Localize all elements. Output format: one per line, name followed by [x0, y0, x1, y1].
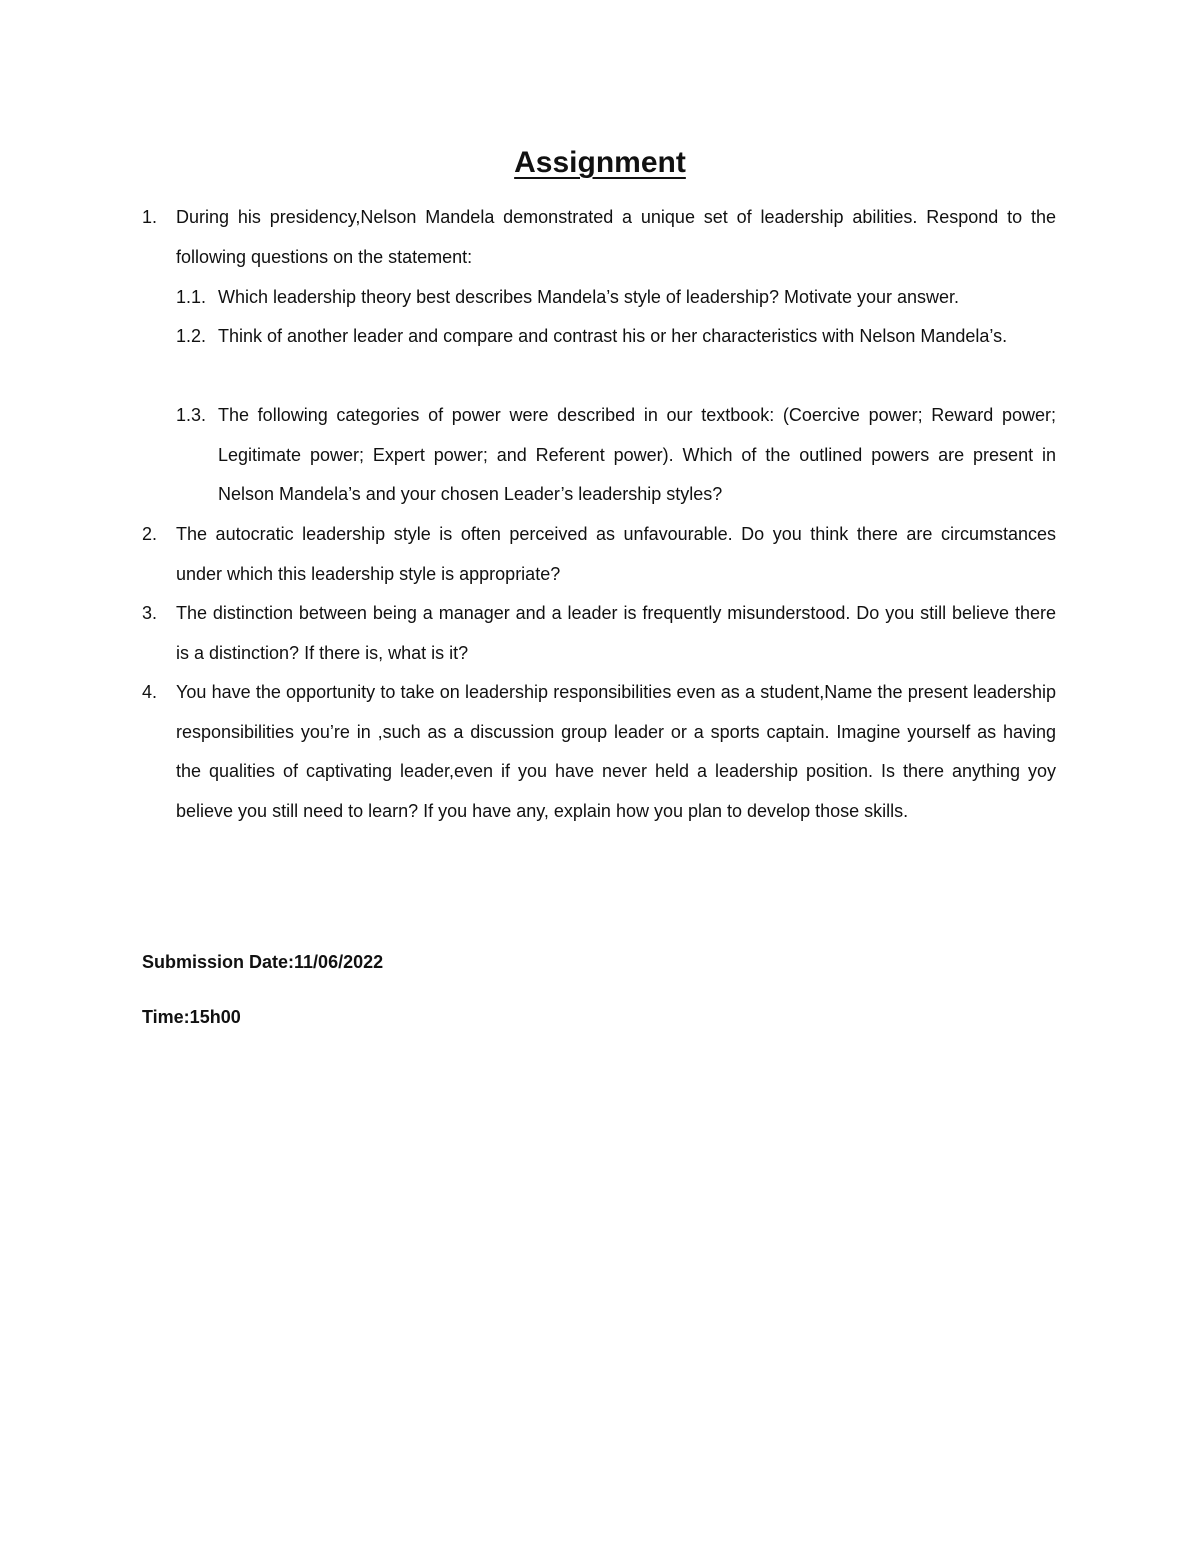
question-4 [142, 673, 1056, 831]
question-number: 3. [142, 603, 158, 623]
subquestion-text: The following categories of power were described in our textbook: (Coercive power; Reward power; Legitimate power; Expert power; and Referent power). Which of the outlined powers are present in Nelson Mandela’s and your chosen Leader’s leadership styles? [218, 405, 1056, 504]
page-title: Assignment [514, 146, 686, 179]
question-2 [142, 515, 1056, 594]
question-text: During his presidency,Nelson Mandela demonstrated a unique set of leadership abilities. Respond to the following questions on the statement: [176, 207, 1056, 267]
subquestion-text: Think of another leader and compare and contrast his or her characteristics with Nelson Mandela’s. [218, 326, 1008, 346]
question-text: The autocratic leadership style is often perceived as unfavourable. Do you think there are circumstances under which this leadership style is appropriate? [176, 524, 1056, 584]
subquestion-1-2 [176, 317, 1056, 357]
question-1 [142, 198, 1056, 277]
subquestion-number: 1.3. [176, 405, 207, 425]
question-text: The distinction between being a manager and a leader is frequently misunderstood. Do you still believe there is a distinction? If there is, what is it? [176, 603, 1056, 663]
question-text: You have the opportunity to take on leadership responsibilities even as a student,Name the present leadership responsibilities you’re in ,such as a discussion group leader or a sports captain. Imagine yourself as having the qualities of captivating leader,even if you have never held a leadership position. Is there anything yoy believe you still need to learn? If you have any, explain how you plan to develop those skills. [176, 682, 1056, 821]
subquestion-1-1 [176, 278, 1056, 318]
question-number: 4. [142, 682, 158, 702]
submission-date: Submission Date:11/06/2022 [142, 952, 384, 972]
question-3 [142, 594, 1056, 673]
subquestion-number: 1.1. [176, 287, 207, 307]
question-number: 1. [142, 207, 158, 227]
question-number: 2. [142, 524, 158, 544]
subquestion-text: Which leadership theory best describes Mandela’s style of leadership? Motivate your answer. [218, 287, 960, 307]
submission-time: Time:15h00 [142, 1007, 241, 1027]
subquestion-number: 1.2. [176, 326, 207, 346]
subquestion-1-3 [176, 396, 1056, 515]
